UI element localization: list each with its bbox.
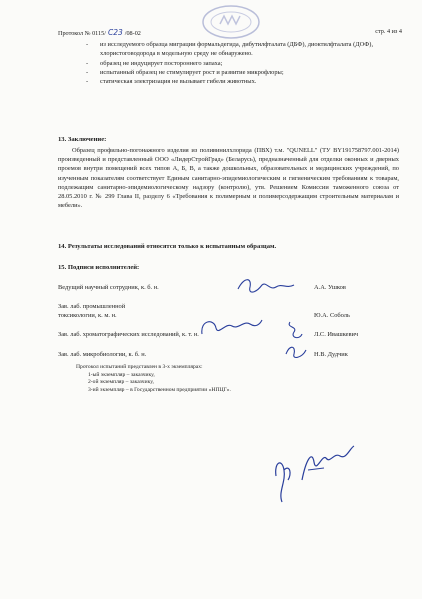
finding-item: - образец не индуцирует постороннего запаха; <box>86 59 396 68</box>
section-15-title: 15. Подписи исполнителей: <box>58 264 140 271</box>
stamp-seal-icon <box>200 4 262 44</box>
copies-note <box>76 364 231 394</box>
page-counter: стр. 4 из 4 <box>375 28 402 35</box>
page-header <box>58 28 402 38</box>
signatory-role <box>58 302 125 320</box>
copies-item: 2-ой экземпляр – заказчику, <box>88 379 154 386</box>
conclusion-paragraph: Образец профильно-погонажного изделия из поливинилхлорида (ПВХ) т.м. "QUNELL" (ТУ BY191758797.001-2014) произведенный и представленный ООО «ЛидерСтройГрад» (Беларусь), предназначенный для отделки оконных и дверных проемов внутри помещений всех типов А, Б, В, а также дошкольных, образовательных и медицинских учреждений, по изученным показателям соответствует Единым санитарно-эпидемиологическим и гигиеническим требованиям к товарам, подлежащим санитарно-эпидемиологическому надзору (контролю), утв. Решением Комиссии таможенного союза от 28.05.2010 г. № 299 Глава II, разделу 6 «Требования к полимерным и полимерсодержащим строительным материалам и мебели». <box>58 147 399 210</box>
finding-item: - статическая электризация не вызывает гибели животных. <box>86 77 396 86</box>
finding-item: - испытанный образец не стимулирует рост и развитие микрофлоры; <box>86 68 396 77</box>
section-13-title: 13. Заключение: <box>58 136 107 143</box>
findings-list <box>86 40 396 86</box>
protocol-number <box>58 28 141 37</box>
finding-item: - из исследуемого образца миграции формальдегида, дибутилфталата (ДБФ), диоктилфталата (ДОФ), хлористоговодорода в модельную среду не обнаружено. <box>86 40 396 59</box>
signatory-role: Ведущий научный сотрудник, к. б. н. <box>58 284 159 291</box>
copies-item: 1-ый экземпляр – заказчику, <box>88 371 155 378</box>
protocol-handwritten-number: С23 <box>107 28 123 37</box>
signatory-role-line: Зав. лаб. промышленной <box>58 303 126 310</box>
signatory-role: Зав. лаб. микробиологии, к. б. н. <box>58 351 147 358</box>
signatory-name: Н.В. Дудчик <box>314 351 348 358</box>
section-14-title: 14. Результаты исследований относятся только к испытанным образцам. <box>58 243 277 250</box>
signature-icon <box>282 340 310 364</box>
signature-icon <box>196 314 266 344</box>
signatory-name: А.А. Ушков <box>314 284 346 291</box>
signatory-name: Л.С. Ивашкевич <box>314 331 359 338</box>
final-signature-icon <box>268 440 358 508</box>
signatory-role: Зав. лаб. хроматографических исследований, к. т. н. <box>58 331 199 338</box>
signatory-name: Ю.А. Соболь <box>314 312 350 319</box>
copies-intro: Протокол испытаний представлен в 3-х экземплярах: <box>76 364 203 370</box>
signature-icon <box>234 275 298 299</box>
protocol-prefix: Протокол № 0115/ <box>58 30 106 37</box>
copies-item: 3-ий экземпляр – в Государственном предприятии «НПЦГ». <box>88 386 231 393</box>
protocol-suffix: /08-02 <box>124 30 141 37</box>
signatory-role-line: токсикологии, к. м. н. <box>58 312 117 319</box>
